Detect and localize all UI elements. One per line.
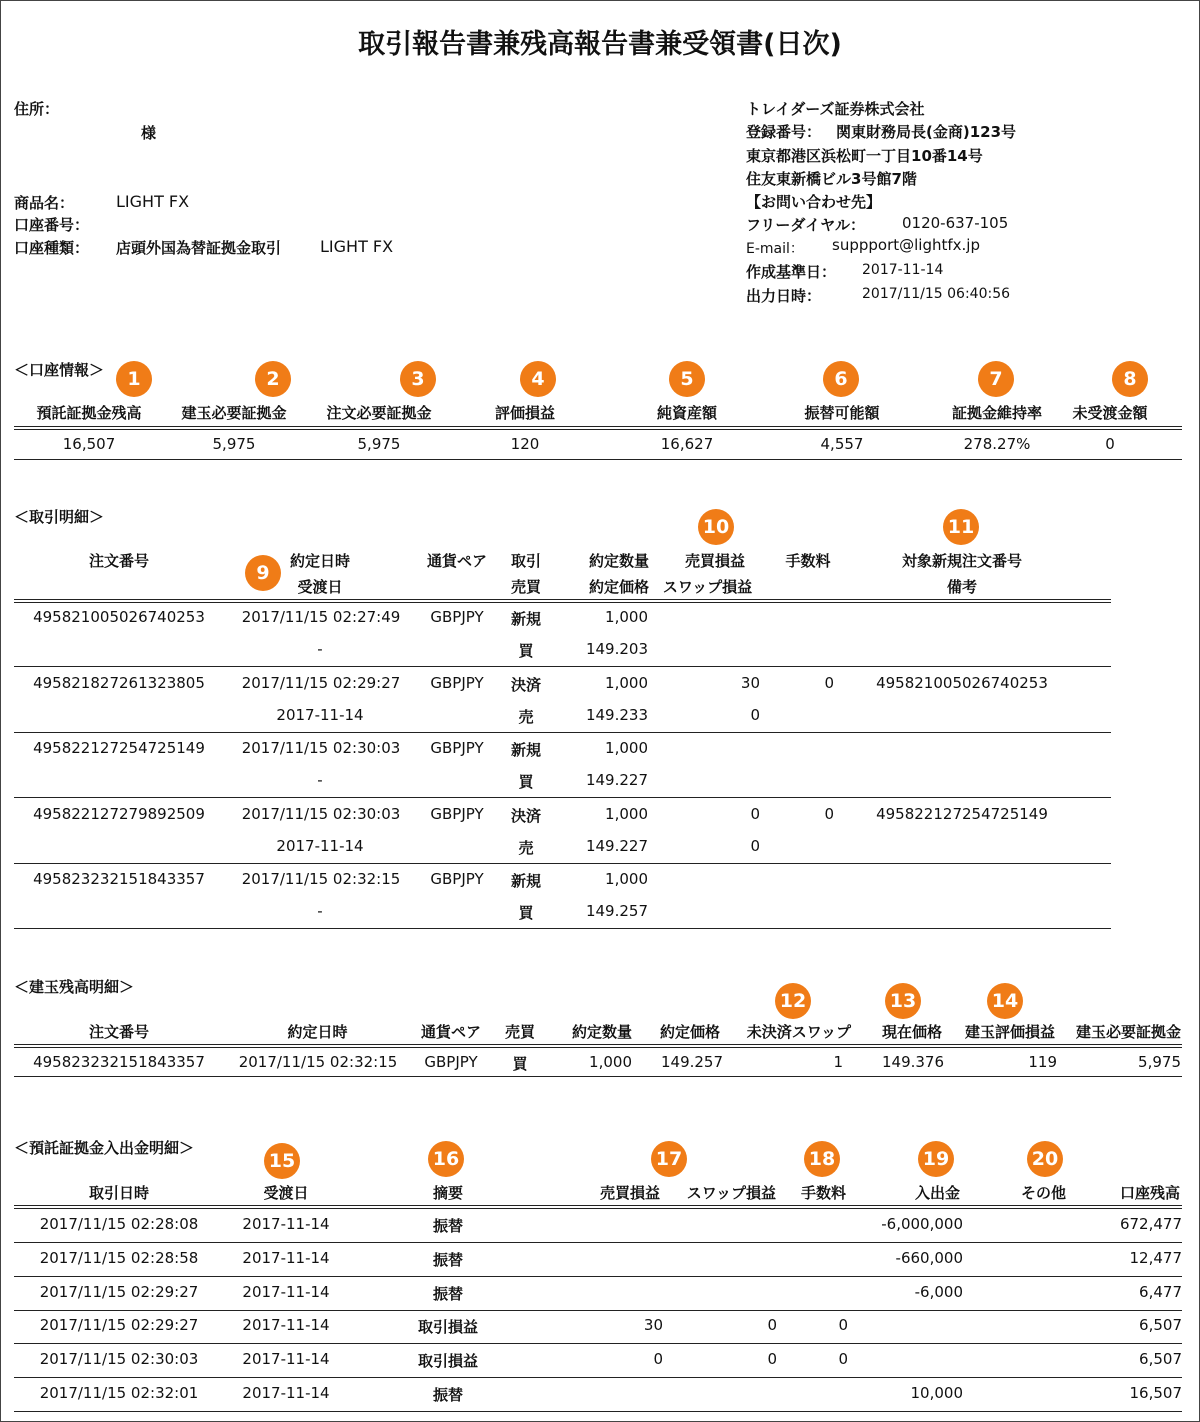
cash-row-rule xyxy=(14,1310,1182,1311)
account-type-value: 店頭外国為替証拠金取引 xyxy=(116,239,282,257)
cash-summary: 振替 xyxy=(432,1217,463,1235)
trade-price: 149.233 xyxy=(585,705,648,724)
cash-th-in-out: 入出金 xyxy=(914,1184,960,1202)
badge-1: 1 xyxy=(116,361,152,397)
cash-title: ＜預託証拠金入出金明細＞ xyxy=(14,1139,195,1157)
trade-order-no: 495821827261323805 xyxy=(33,673,205,692)
base-date-value: 2017-11-14 xyxy=(862,262,944,278)
cash-in-out: -6,000,000 xyxy=(881,1215,963,1233)
badge-5: 5 xyxy=(669,361,705,397)
product-label: 商品名： xyxy=(14,194,75,212)
trade-type: 新規 xyxy=(510,610,541,628)
th-price: 約定価格 xyxy=(588,578,649,596)
badge-10: 10 xyxy=(698,509,734,545)
badge-13: 13 xyxy=(885,983,921,1019)
trade-type: 新規 xyxy=(510,872,541,890)
account-info-rule xyxy=(14,426,1182,430)
cash-summary: 取引損益 xyxy=(417,1352,478,1371)
badge-15: 15 xyxy=(264,1143,300,1179)
trade-target-order: 495821005026740253 xyxy=(876,673,1048,692)
th-swap: スワップ損益 xyxy=(662,578,753,596)
pos-th-unrealized-pl: 建玉評価損益 xyxy=(964,1023,1055,1041)
contact-heading: 【お問い合わせ先】 xyxy=(746,193,882,211)
trade-contract-dt: 2017/11/15 02:30:03 xyxy=(241,739,401,757)
trade-price: 149.227 xyxy=(585,836,648,855)
cash-row-rule xyxy=(14,1343,1182,1344)
trade-side: 売 xyxy=(518,707,534,726)
trade-contract-dt: 2017/11/15 02:29:27 xyxy=(241,673,401,692)
badge-3: 3 xyxy=(400,361,436,397)
badge-9: 9 xyxy=(245,555,281,591)
free-dial-label: フリーダイヤル： xyxy=(746,216,865,234)
trade-delivery-date: 2017-11-14 xyxy=(276,705,364,724)
trade-qty: 1,000 xyxy=(605,739,648,757)
page-title: 取引報告書兼残高報告書兼受領書(日次) xyxy=(358,29,842,60)
pos-th-qty: 約定数量 xyxy=(571,1023,632,1041)
output-value: 2017/11/15 06:40:56 xyxy=(862,286,1011,302)
product-value: LIGHT FX xyxy=(116,192,190,211)
header-margin-ratio: 証拠金維持率 xyxy=(951,404,1042,422)
trade-price: 149.227 xyxy=(585,771,648,789)
cash-th-summary: 摘要 xyxy=(432,1184,463,1202)
cash-th-delivery: 受渡日 xyxy=(263,1184,309,1202)
trade-target-order: 495822127254725149 xyxy=(876,804,1048,823)
value-undelivered: 0 xyxy=(1105,435,1115,453)
trade-row-rule xyxy=(14,666,1111,667)
trade-delivery-date: 2017-11-14 xyxy=(276,836,364,855)
trade-side: 買 xyxy=(518,773,534,791)
th-pair: 通貨ペア xyxy=(426,552,487,570)
cash-balance: 12,477 xyxy=(1129,1248,1182,1267)
header-deposit-balance: 預託証拠金残高 xyxy=(36,404,142,422)
th-qty: 約定数量 xyxy=(588,552,649,570)
trade-pair: GBPJPY xyxy=(430,608,484,626)
pos-th-current-price: 現在価格 xyxy=(881,1023,942,1041)
cash-balance: 6,477 xyxy=(1139,1282,1182,1301)
pos-pair: GBPJPY xyxy=(424,1053,478,1071)
company-address-2: 住友東新橋ビル3号館7階 xyxy=(746,170,917,188)
trade-swap: 0 xyxy=(750,836,760,855)
trade-qty: 1,000 xyxy=(605,673,648,692)
honorific: 様 xyxy=(141,124,157,142)
cash-in-out: -6,000 xyxy=(914,1282,963,1301)
value-transferable: 4,557 xyxy=(820,435,864,453)
trade-qty: 1,000 xyxy=(605,608,648,626)
trade-pair: GBPJPY xyxy=(430,804,484,823)
header-order-margin: 注文必要証拠金 xyxy=(326,404,432,422)
pos-side: 買 xyxy=(512,1055,528,1073)
badge-12: 12 xyxy=(775,983,811,1019)
pos-th-price: 約定価格 xyxy=(659,1023,720,1041)
cash-balance: 672,477 xyxy=(1119,1215,1182,1233)
account-type-label: 口座種類： xyxy=(14,239,90,257)
value-order-margin: 5,975 xyxy=(357,435,401,453)
trade-contract-dt: 2017/11/15 02:32:15 xyxy=(241,870,401,888)
badge-18: 18 xyxy=(804,1141,840,1177)
trade-type: 決済 xyxy=(510,806,541,825)
cash-row-rule xyxy=(14,1377,1182,1378)
badge-2: 2 xyxy=(255,361,291,397)
cash-delivery: 2017-11-14 xyxy=(242,1316,330,1335)
positions-bottom-rule xyxy=(14,1076,1182,1077)
cash-summary: 振替 xyxy=(432,1250,463,1269)
trade-order-no: 495822127279892509 xyxy=(33,804,205,823)
cash-row-rule xyxy=(14,1242,1182,1243)
cash-pl: 0 xyxy=(653,1350,663,1369)
free-dial-value: 0120-637-105 xyxy=(902,214,1009,232)
cash-fee: 0 xyxy=(838,1316,848,1335)
trade-delivery-date: - xyxy=(317,902,323,920)
cash-th-other: その他 xyxy=(1020,1184,1066,1202)
reg-label: 登録番号： xyxy=(746,123,822,141)
th-trade: 取引 xyxy=(510,552,541,570)
cash-th-swap: スワップ損益 xyxy=(686,1184,776,1202)
cash-summary: 振替 xyxy=(432,1386,463,1404)
trade-pair: GBPJPY xyxy=(430,673,484,692)
email-label: E-mail： xyxy=(746,241,804,257)
trade-order-no: 495822127254725149 xyxy=(33,739,205,757)
trade-swap: 0 xyxy=(750,705,760,724)
trade-order-no: 495821005026740253 xyxy=(33,608,205,626)
trade-detail-title: ＜取引明細＞ xyxy=(14,508,105,526)
value-margin-ratio: 278.27% xyxy=(963,435,1031,453)
pos-margin: 5,975 xyxy=(1138,1053,1181,1071)
account-info-title: ＜口座情報＞ xyxy=(14,361,105,379)
company-name: トレイダーズ証券株式会社 xyxy=(746,100,925,118)
value-net-assets: 16,627 xyxy=(660,435,714,453)
th-target: 対象新規注文番号 xyxy=(901,552,1022,570)
reg-value: 関東財務局長(金商)123号 xyxy=(836,123,1017,141)
trade-qty: 1,000 xyxy=(605,870,648,888)
badge-7: 7 xyxy=(978,361,1014,397)
pos-unrealized-pl: 119 xyxy=(1028,1053,1057,1071)
th-order-no: 注文番号 xyxy=(88,552,149,570)
badge-11: 11 xyxy=(943,509,979,545)
trade-pair: GBPJPY xyxy=(430,870,484,888)
pos-price: 149.257 xyxy=(660,1053,724,1071)
badge-19: 19 xyxy=(918,1141,954,1177)
cash-delivery: 2017-11-14 xyxy=(242,1350,330,1369)
trade-row-rule xyxy=(14,928,1111,929)
cash-trade-dt: 2017/11/15 02:29:27 xyxy=(39,1282,199,1301)
cash-pl: 30 xyxy=(643,1316,663,1335)
cash-in-out: 10,000 xyxy=(910,1384,963,1402)
header-position-margin: 建玉必要証拠金 xyxy=(181,404,287,422)
trade-pair: GBPJPY xyxy=(430,739,484,757)
cash-balance: 6,507 xyxy=(1139,1350,1182,1369)
badge-4: 4 xyxy=(520,361,556,397)
cash-th-fee: 手数料 xyxy=(800,1184,846,1202)
th-delivery-date: 受渡日 xyxy=(297,578,343,596)
cash-trade-dt: 2017/11/15 02:28:08 xyxy=(39,1215,199,1233)
header-net-assets: 純資産額 xyxy=(656,404,717,422)
header-transferable: 振替可能額 xyxy=(804,404,880,422)
badge-6: 6 xyxy=(823,361,859,397)
base-date-label: 作成基準日： xyxy=(746,263,837,281)
pos-current-price: 149.376 xyxy=(881,1053,945,1071)
account-info-bottom-rule xyxy=(14,459,1182,460)
cash-trade-dt: 2017/11/15 02:29:27 xyxy=(39,1316,199,1335)
cash-trade-dt: 2017/11/15 02:28:58 xyxy=(39,1248,199,1267)
company-address-1: 東京都港区浜松町一丁目10番14号 xyxy=(746,147,983,165)
cash-delivery: 2017-11-14 xyxy=(242,1282,330,1301)
positions-title: ＜建玉残高明細＞ xyxy=(14,978,135,996)
cash-row-rule xyxy=(14,1411,1182,1412)
trade-fee: 0 xyxy=(824,673,834,692)
cash-fee: 0 xyxy=(838,1350,848,1369)
badge-14: 14 xyxy=(987,983,1023,1019)
cash-delivery: 2017-11-14 xyxy=(242,1215,330,1233)
account-type-suffix: LIGHT FX xyxy=(320,237,394,256)
th-side: 売買 xyxy=(510,578,541,596)
positions-header-rule xyxy=(14,1044,1182,1048)
cash-summary: 振替 xyxy=(432,1284,463,1303)
cash-in-out: -660,000 xyxy=(895,1248,963,1267)
pos-th-swap: 未決済スワップ xyxy=(746,1023,851,1041)
trade-contract-dt: 2017/11/15 02:30:03 xyxy=(241,804,401,823)
trade-detail-header-rule xyxy=(14,599,1111,603)
value-deposit-balance: 16,507 xyxy=(62,435,116,453)
pos-contract-dt: 2017/11/15 02:32:15 xyxy=(238,1053,398,1071)
header-unrealized-pl: 評価損益 xyxy=(494,404,555,422)
cash-balance: 6,507 xyxy=(1139,1316,1182,1335)
cash-header-rule xyxy=(14,1205,1182,1209)
pos-qty: 1,000 xyxy=(589,1053,632,1071)
trade-side: 買 xyxy=(518,642,534,660)
th-pl: 売買損益 xyxy=(684,552,745,570)
trade-contract-dt: 2017/11/15 02:27:49 xyxy=(241,608,401,626)
trade-side: 売 xyxy=(518,838,534,857)
cash-summary: 取引損益 xyxy=(417,1318,478,1337)
pos-th-pair: 通貨ペア xyxy=(420,1023,481,1041)
trade-fee: 0 xyxy=(824,804,834,823)
cash-th-trade-dt: 取引日時 xyxy=(88,1184,149,1202)
header-undelivered: 未受渡金額 xyxy=(1072,404,1148,422)
cash-delivery: 2017-11-14 xyxy=(242,1384,330,1402)
trade-delivery-date: - xyxy=(317,771,323,789)
pos-order-no: 495823232151843357 xyxy=(33,1053,205,1071)
trade-side: 買 xyxy=(518,904,534,922)
trade-pl: 0 xyxy=(750,804,760,823)
cash-th-balance: 口座残高 xyxy=(1119,1184,1180,1202)
email-value[interactable]: suppport@lightfx.jp xyxy=(832,236,980,254)
badge-17: 17 xyxy=(651,1141,687,1177)
trade-type: 決済 xyxy=(510,675,541,694)
trade-row-rule xyxy=(14,863,1111,864)
cash-trade-dt: 2017/11/15 02:30:03 xyxy=(39,1350,199,1369)
cash-swap: 0 xyxy=(767,1316,777,1335)
th-fee: 手数料 xyxy=(785,552,831,570)
cash-balance: 16,507 xyxy=(1129,1384,1182,1402)
pos-th-margin: 建玉必要証拠金 xyxy=(1075,1023,1181,1041)
trade-pl: 30 xyxy=(740,673,760,692)
value-position-margin: 5,975 xyxy=(212,435,256,453)
trade-price: 149.203 xyxy=(585,640,648,658)
cash-swap: 0 xyxy=(767,1350,777,1369)
address-label: 住所： xyxy=(14,100,60,118)
cash-th-pl: 売買損益 xyxy=(599,1184,660,1202)
pos-swap: 1 xyxy=(833,1053,843,1071)
pos-th-contract-dt: 約定日時 xyxy=(287,1023,348,1041)
trade-order-no: 495823232151843357 xyxy=(33,870,205,888)
value-unrealized-pl: 120 xyxy=(510,435,540,453)
pos-th-side: 売買 xyxy=(504,1023,535,1041)
trade-price: 149.257 xyxy=(585,902,648,920)
trade-qty: 1,000 xyxy=(605,804,648,823)
output-label: 出力日時： xyxy=(746,287,822,305)
th-note: 備考 xyxy=(946,578,977,596)
pos-th-order-no: 注文番号 xyxy=(88,1023,149,1041)
trade-row-rule xyxy=(14,797,1111,798)
th-contract-dt: 約定日時 xyxy=(289,552,350,570)
trade-type: 新規 xyxy=(510,741,541,759)
account-no-label: 口座番号： xyxy=(14,216,90,234)
badge-20: 20 xyxy=(1027,1141,1063,1177)
cash-row-rule xyxy=(14,1276,1182,1277)
cash-delivery: 2017-11-14 xyxy=(242,1248,330,1267)
trade-delivery-date: - xyxy=(317,640,323,658)
badge-16: 16 xyxy=(428,1141,464,1177)
cash-trade-dt: 2017/11/15 02:32:01 xyxy=(39,1384,199,1402)
trade-row-rule xyxy=(14,732,1111,733)
badge-8: 8 xyxy=(1112,361,1148,397)
